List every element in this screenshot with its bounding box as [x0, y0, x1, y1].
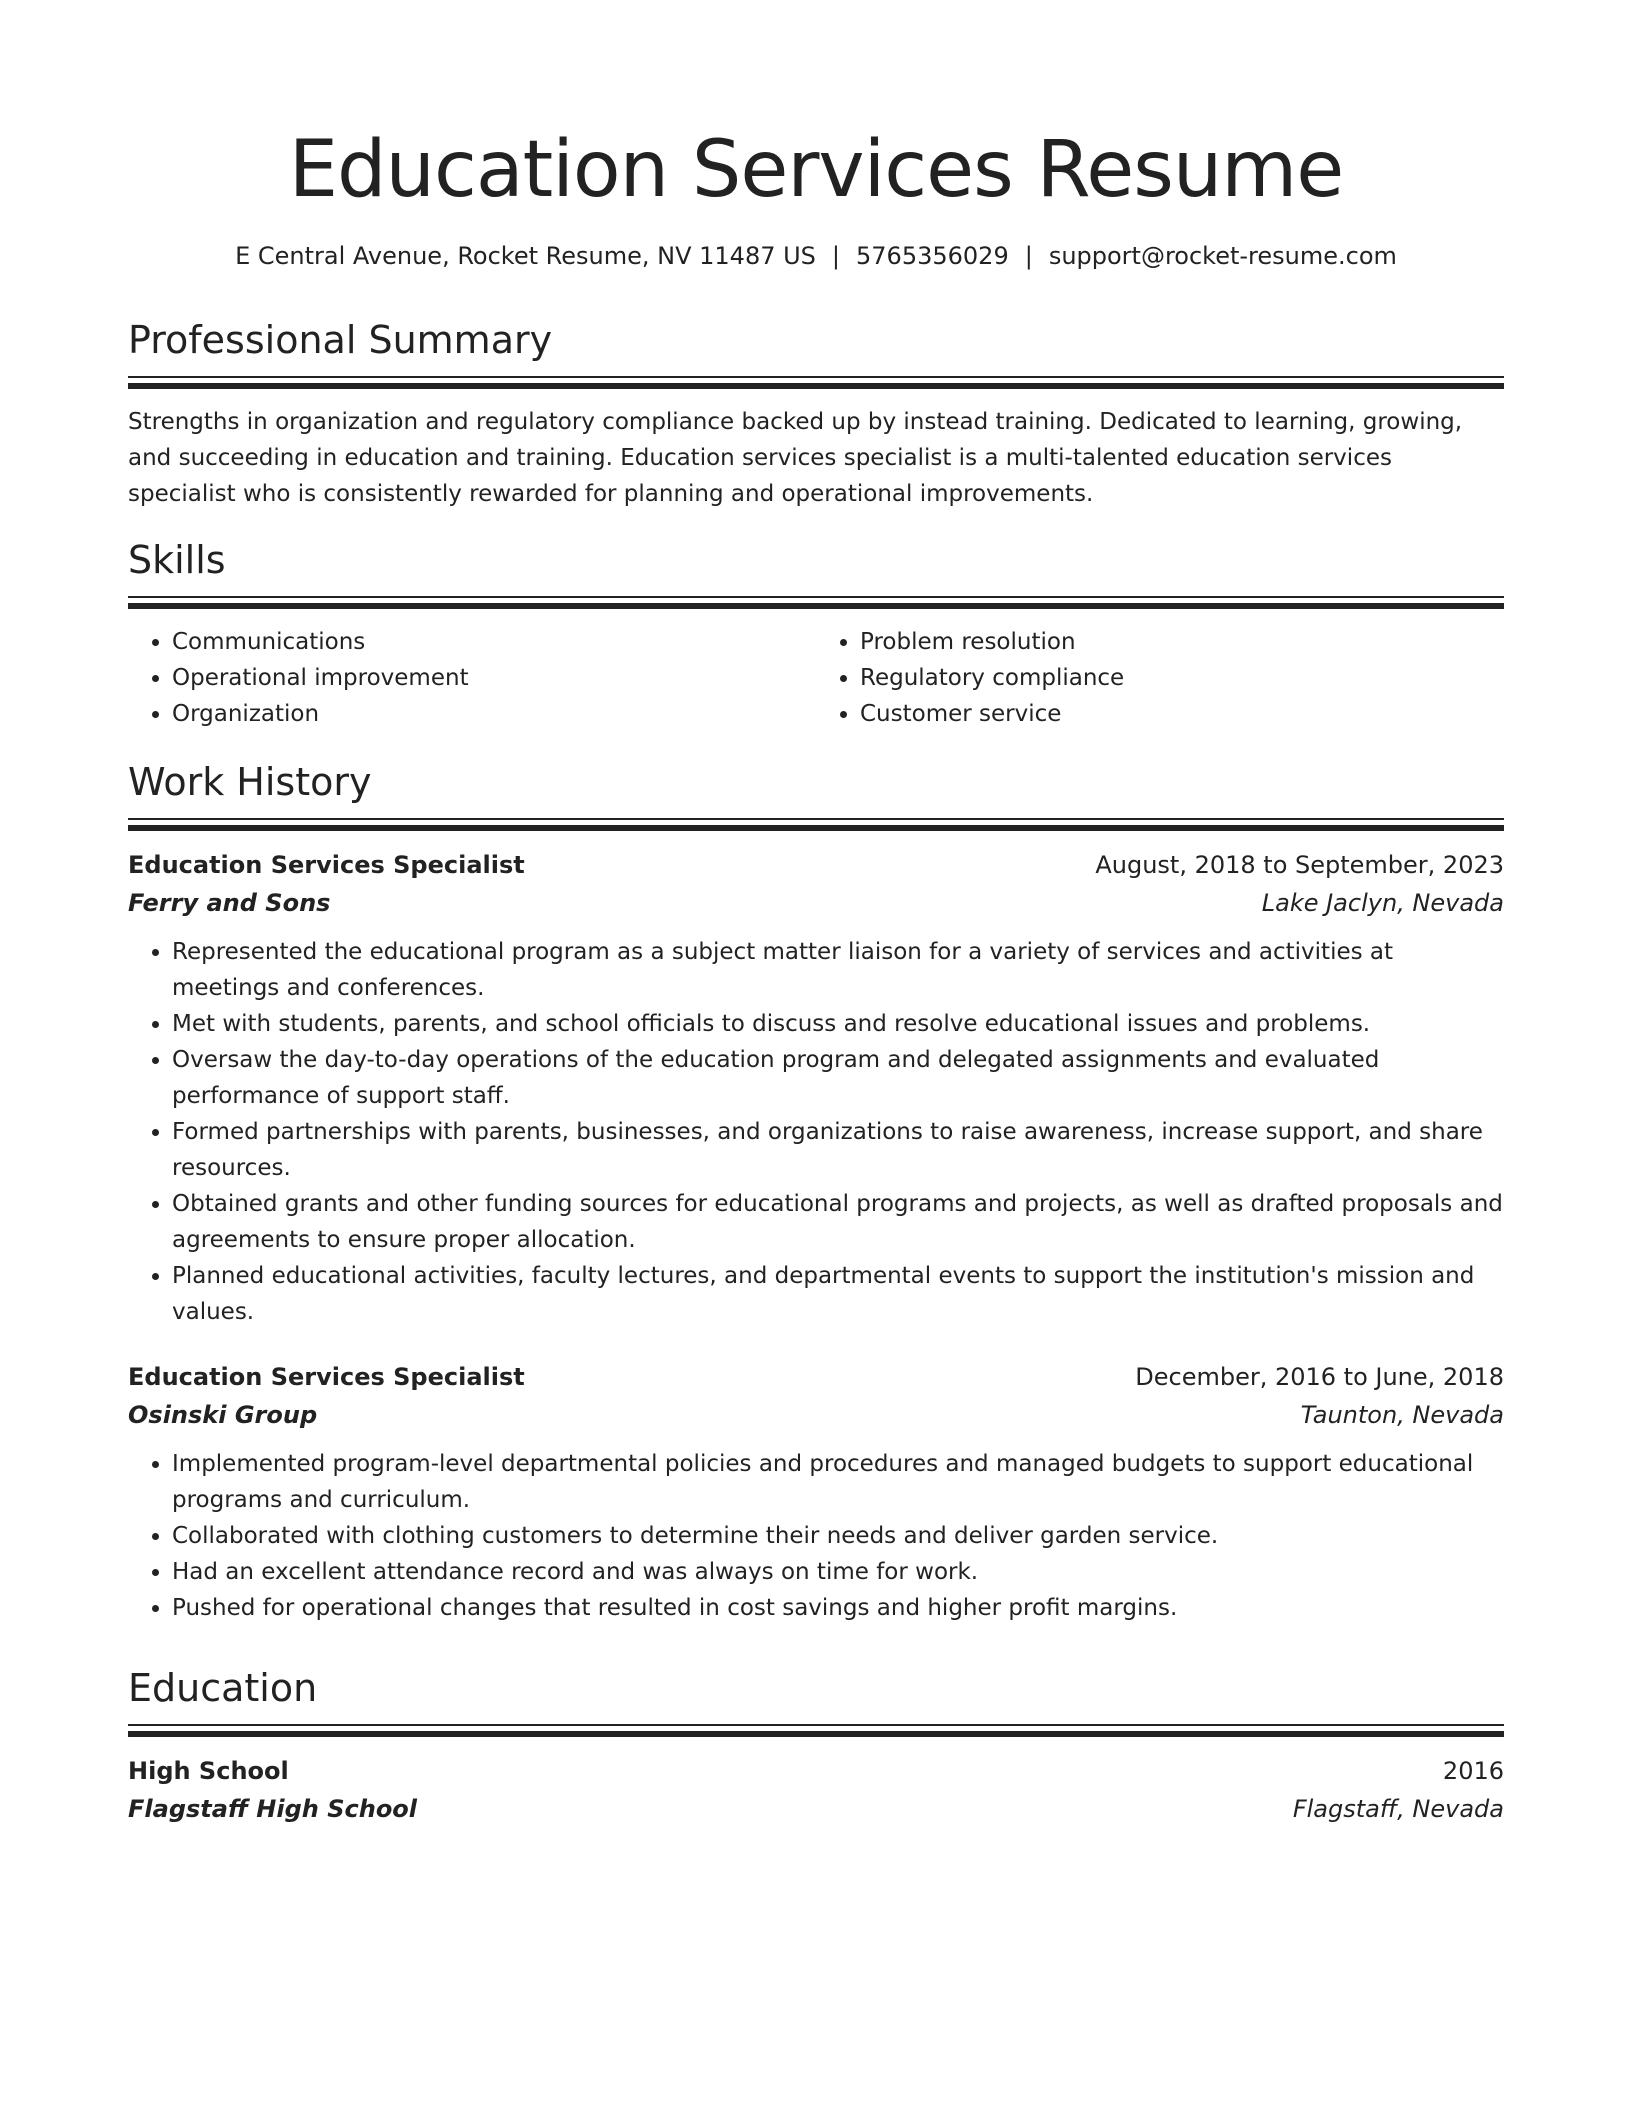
contact-separator: | [1024, 242, 1033, 270]
job-bullet: • Met with students, parents, and school officials to discuss and resolve educational issues and problems. [172, 1006, 1504, 1042]
job-location: Taunton, Nevada [1300, 1401, 1504, 1429]
summary-heading: Professional Summary [128, 318, 553, 362]
contact-separator: | [831, 242, 841, 270]
skill-item: • Regulatory compliance [860, 660, 1504, 696]
work-history-section [128, 758, 1504, 1626]
job-title: Education Services Specialist [128, 1363, 525, 1391]
education-heading: Education [128, 1666, 318, 1710]
job-bullets [128, 1446, 1504, 1626]
skill-item: • Organization [172, 696, 816, 732]
job-bullet: • Oversaw the day-to-day operations of the education program and delegated assignments and evaluated performance of support staff. [172, 1042, 1504, 1114]
job-title: Education Services Specialist [128, 851, 525, 879]
job-bullet: • Pushed for operational changes that resulted in cost savings and higher profit margins. [172, 1590, 1504, 1626]
job-bullet: • Formed partnerships with parents, businesses, and organizations to raise awareness, increase support, and share resources. [172, 1114, 1504, 1186]
skills-heading: Skills [128, 538, 226, 582]
skill-item: • Problem resolution [860, 624, 1504, 660]
education-year: 2016 [1442, 1757, 1504, 1785]
skills-list-left [128, 624, 816, 732]
job-entry [128, 1358, 1504, 1626]
job-bullets [128, 934, 1504, 1330]
skills-columns [128, 624, 1504, 732]
skill-item: • Customer service [860, 696, 1504, 732]
job-bullet: • Obtained grants and other funding sources for educational programs and projects, as well as drafted proposals and agreements to ensure proper allocation. [172, 1186, 1504, 1258]
section-divider [128, 376, 1504, 390]
job-bullet: • Had an excellent attendance record and was always on time for work. [172, 1554, 1504, 1590]
education-school: Flagstaff High School [128, 1795, 418, 1823]
section-divider [128, 818, 1504, 832]
contact-line [128, 238, 1504, 274]
contact-email: support@rocket-resume.com [1048, 242, 1397, 270]
section-divider [128, 1724, 1504, 1738]
job-entry [128, 846, 1504, 1330]
job-dates: August, 2018 to September, 2023 [1095, 851, 1504, 879]
job-dates: December, 2016 to June, 2018 [1135, 1363, 1504, 1391]
education-location: Flagstaff, Nevada [1292, 1795, 1504, 1823]
education-degree: High School [128, 1757, 289, 1785]
education-entry [128, 1752, 1504, 1828]
work-history-heading: Work History [128, 760, 372, 804]
job-bullet: • Planned educational activities, faculty lectures, and departmental events to support the institution's mission and values. [172, 1258, 1504, 1330]
job-location: Lake Jaclyn, Nevada [1261, 889, 1504, 917]
contact-phone: 5765356029 [856, 242, 1009, 270]
job-bullet: • Collaborated with clothing customers to determine their needs and deliver garden service. [172, 1518, 1504, 1554]
contact-address: E Central Avenue, Rocket Resume, NV 11487 US [235, 242, 816, 270]
summary-text: Strengths in organization and regulatory compliance backed up by instead training. Dedicated to learning, growing, and succeeding in education and training. Education services specialist is a multi-talented education services specialist who is consistently rewarded for planning and operational improvements. [128, 409, 1463, 507]
job-company: Osinski Group [128, 1401, 318, 1429]
skills-list-right [816, 624, 1504, 732]
skills-section [128, 536, 1504, 732]
skill-item: • Operational improvement [172, 660, 816, 696]
resume-title: Education Services Resume [288, 125, 1344, 215]
education-section [128, 1664, 1504, 1828]
job-company: Ferry and Sons [128, 889, 331, 917]
skill-item: • Communications [172, 624, 816, 660]
summary-section [128, 316, 1504, 512]
job-bullet: • Represented the educational program as a subject matter liaison for a variety of services and activities at meetings and conferences. [172, 934, 1504, 1006]
section-divider [128, 596, 1504, 610]
job-bullet: • Implemented program-level departmental policies and procedures and managed budgets to support educational programs and curriculum. [172, 1446, 1504, 1518]
